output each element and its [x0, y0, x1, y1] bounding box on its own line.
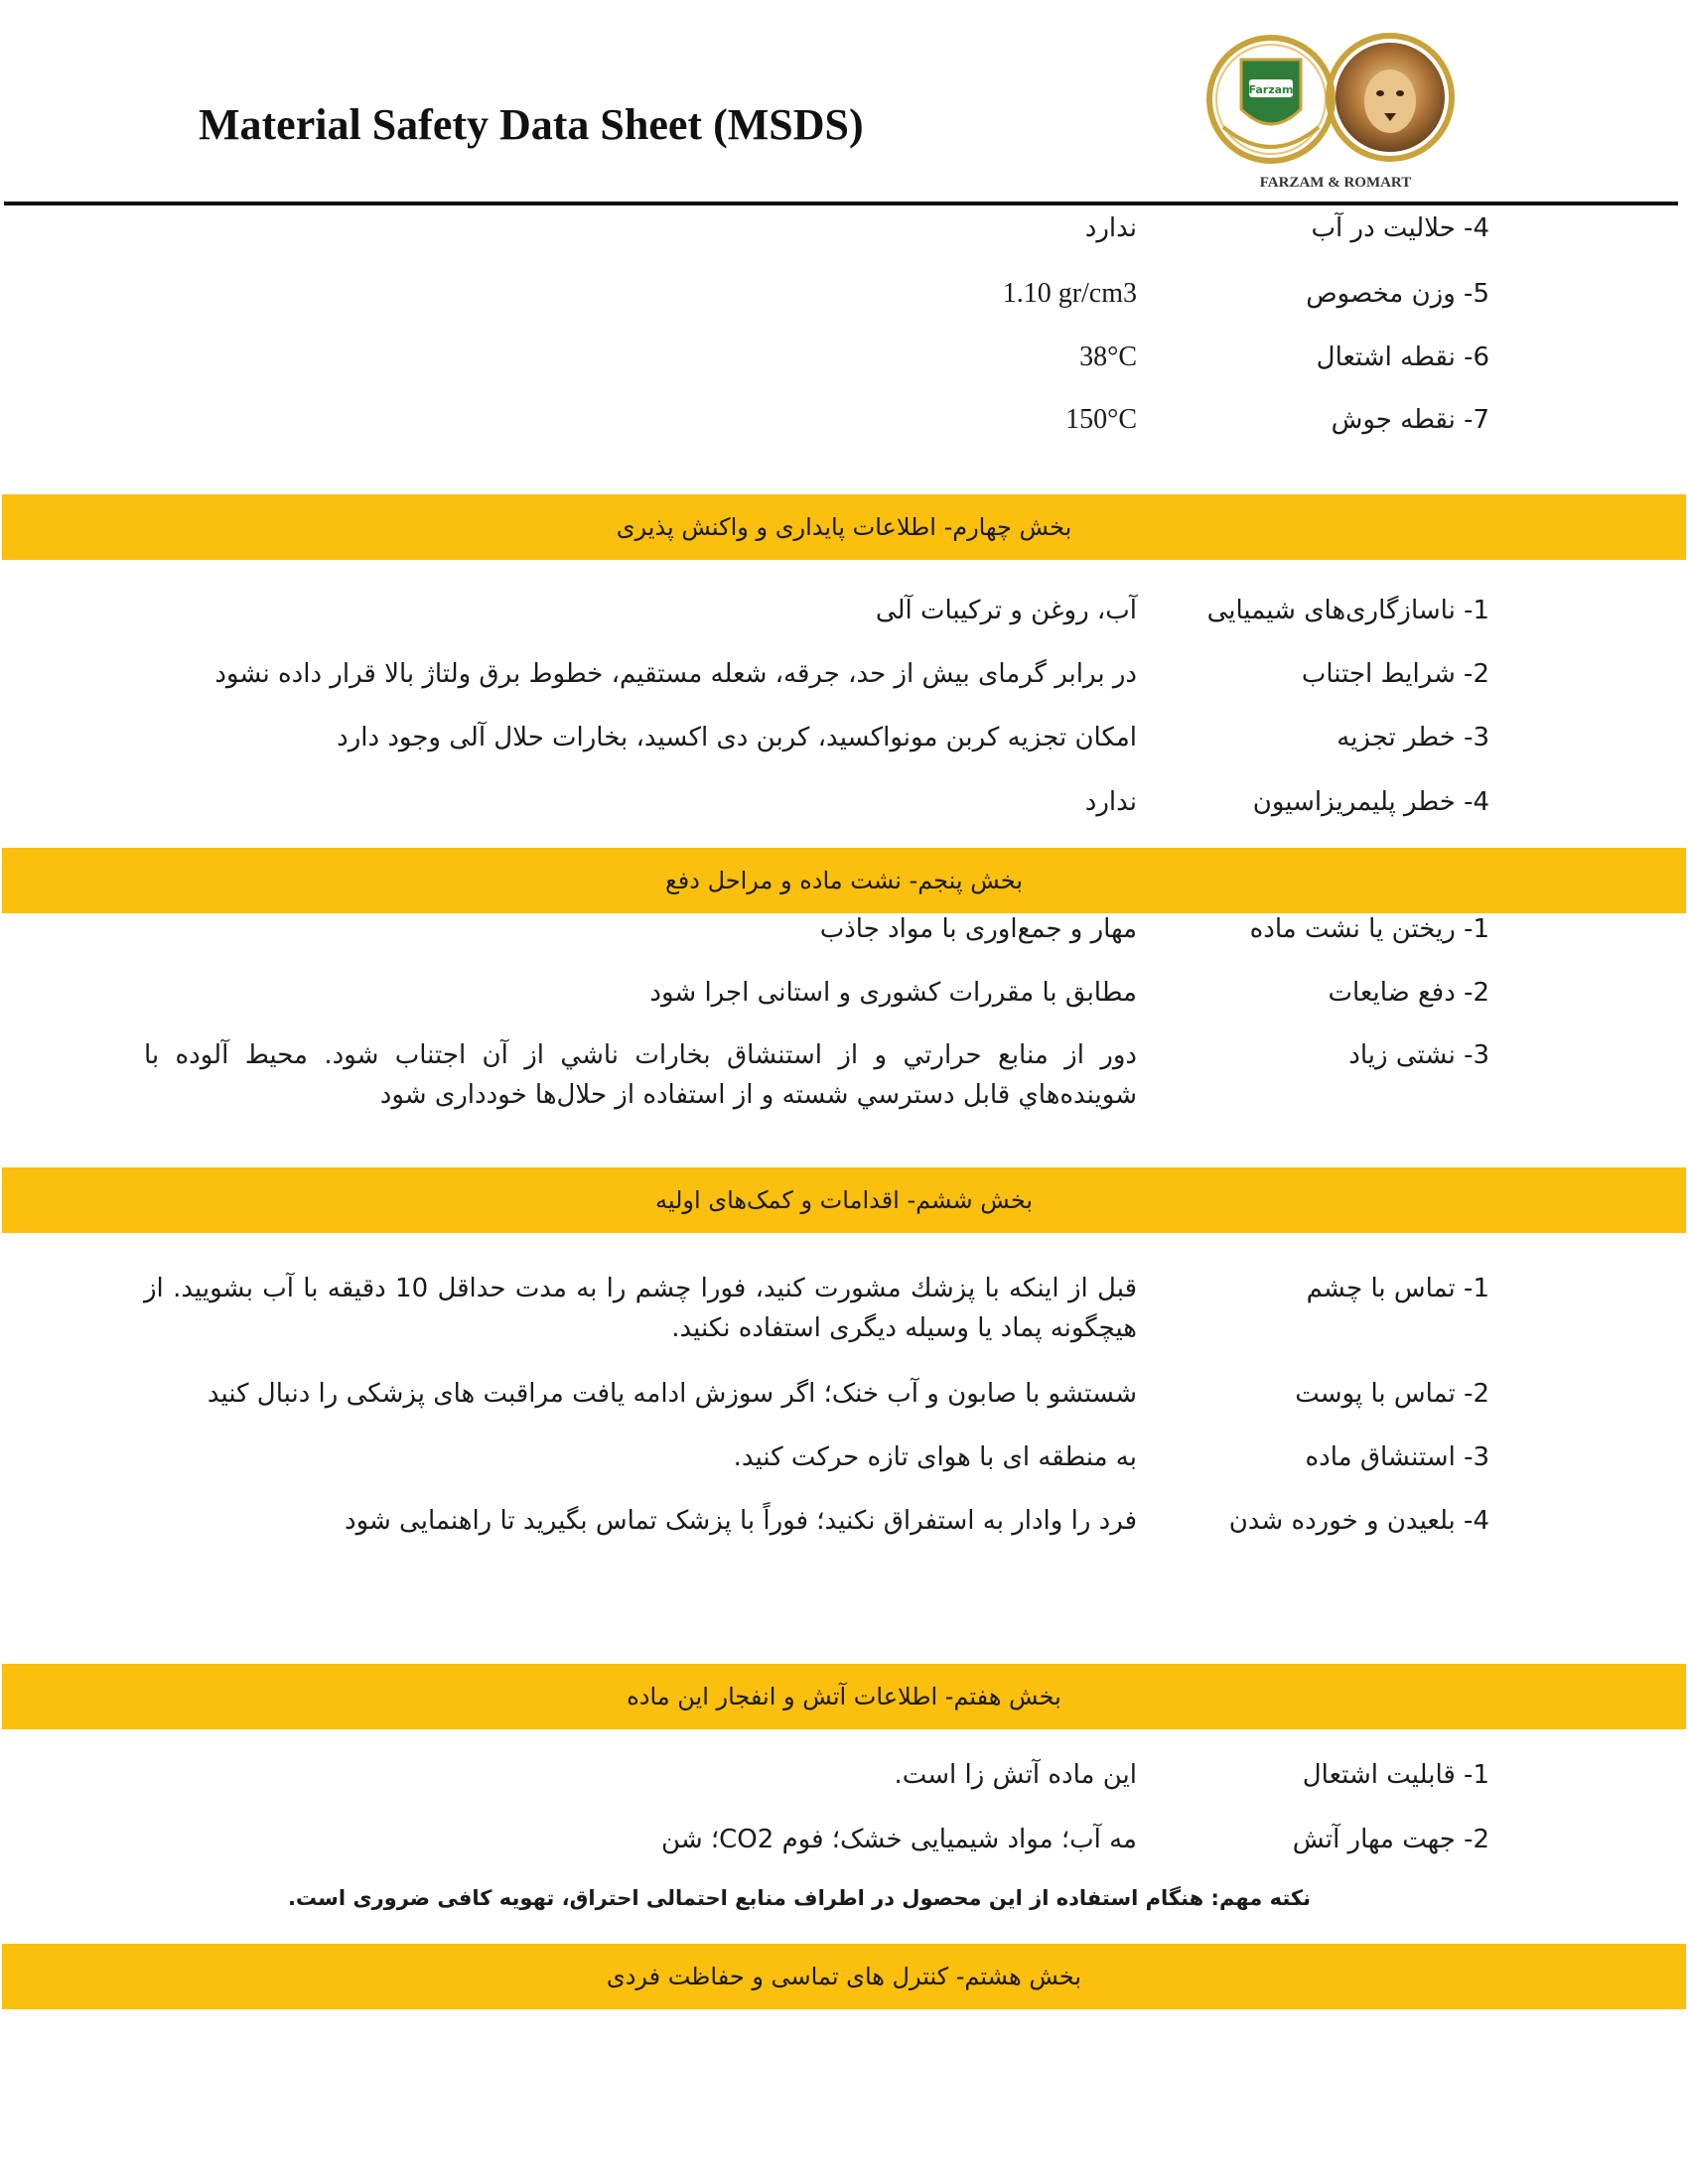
- property-row: [99, 400, 1489, 440]
- section-header-exposure: بخش هشتم- کنترل های تماسی و حفاظت فردی: [2, 1944, 1686, 2009]
- property-row: [99, 718, 1489, 757]
- property-value: 150°C: [1065, 404, 1137, 435]
- property-label: 7- نقطه جوش: [1331, 405, 1489, 435]
- header-divider: [4, 202, 1678, 205]
- property-row: [99, 1820, 1489, 1859]
- property-row: [99, 1269, 1489, 1352]
- property-value: در برابر گرمای بیش از حد، جرقه، شعله مستقیم، خطوط برق ولتاژ بالا قرار داده نشود: [214, 659, 1137, 689]
- property-label: 4- خطر پلیمریزاسیون: [1252, 787, 1489, 817]
- property-row: [99, 1035, 1489, 1119]
- property-label: 2- جهت مهار آتش: [1292, 1825, 1489, 1854]
- property-label: 3- استنشاق ماده: [1305, 1442, 1489, 1472]
- logo-caption: FARZAM & ROMART: [1259, 175, 1412, 191]
- property-label: 1- تماس با چشم: [1306, 1274, 1489, 1303]
- property-row: [99, 973, 1489, 1013]
- property-row: [99, 1374, 1489, 1414]
- property-label: 1- قابلیت اشتعال: [1302, 1760, 1489, 1790]
- property-label: 2- دفع ضایعات: [1328, 978, 1489, 1008]
- property-row: [99, 338, 1489, 377]
- property-row: [99, 1501, 1489, 1541]
- property-label: 4- حلالیت در آب: [1311, 213, 1489, 243]
- property-value: به منطقه ای با هوای تازه حرکت کنید.: [733, 1442, 1137, 1472]
- section-header-fire: بخش هفتم- اطلاعات آتش و انفجار این ماده: [2, 1664, 1686, 1729]
- property-row: [99, 909, 1489, 949]
- property-row: [99, 274, 1489, 314]
- property-value: دور از منابع حرارتي و از استنشاق بخارات ناشي از آن اجتناب شود. محیط آلوده با شوینده‌هاي قابل دسترسي شسته و از استفاده از حلال‌ها خودداری شود: [144, 1040, 1137, 1110]
- property-value: این ماده آتش زا است.: [894, 1760, 1137, 1790]
- property-label: 1- ناسازگاری‌های شیمیایی: [1206, 596, 1489, 625]
- document-title: Material Safety Data Sheet (MSDS): [199, 100, 864, 149]
- property-value: قبل از اینکه با پزشك مشورت کنید، فورا چشم را به مدت حداقل 10 دقیقه با آب بشویید. از هیچگونه پماد یا وسیله دیگری استفاده نکنید.: [144, 1274, 1137, 1343]
- property-value: مه آب؛ مواد شیمیایی خشک؛ فوم CO2؛ شن: [661, 1825, 1137, 1854]
- property-label: 5- وزن مخصوص: [1306, 279, 1489, 309]
- property-label: 1- ریختن یا نشت ماده: [1249, 914, 1489, 944]
- section-header-spill: بخش پنجم- نشت ماده و مراحل دفع: [2, 848, 1686, 913]
- property-value: مهار و جمع‌اوری با مواد جاذب: [819, 914, 1137, 944]
- company-logo: [1201, 18, 1470, 197]
- property-value: 1.10 gr/cm3: [1002, 278, 1137, 309]
- property-row: [99, 654, 1489, 694]
- property-value: 38°C: [1079, 341, 1137, 372]
- property-row: [99, 1755, 1489, 1795]
- property-value: مطابق با مقررات کشوری و استانی اجرا شود: [649, 978, 1137, 1008]
- property-value: شستشو با صابون و آب خنک؛ اگر سوزش ادامه یافت مراقبت های پزشکی را دنبال کنید: [207, 1379, 1137, 1409]
- property-row: [99, 782, 1489, 822]
- property-label: 2- شرایط اجتناب: [1301, 659, 1489, 689]
- property-value: امکان تجزیه کربن مونواکسید، کربن دی اکسید، بخارات حلال آلی وجود دارد: [337, 723, 1137, 752]
- important-note: نکته مهم: هنگام استفاده از این محصول در اطراف منابع احتمالی احتراق، تهویه کافی ضروری است.: [287, 1886, 1311, 1910]
- section-header-stability: بخش چهارم- اطلاعات پایداری و واکنش پذیری: [2, 494, 1686, 560]
- property-value: ندارد: [1084, 787, 1137, 817]
- property-label: 3- نشتی زیاد: [1348, 1040, 1489, 1070]
- property-label: 3- خطر تجزیه: [1336, 723, 1489, 752]
- property-label: 4- بلعیدن و خورده شدن: [1228, 1506, 1489, 1536]
- property-value: ندارد: [1084, 213, 1137, 243]
- property-label: 2- تماس با پوست: [1295, 1379, 1489, 1409]
- property-row: [99, 208, 1489, 248]
- property-value: فرد را وادار به استفراق نکنید؛ فوراً با پزشک تماس بگیرید تا راهنمایی شود: [344, 1506, 1137, 1536]
- property-value: آب، روغن و ترکیبات آلی: [875, 596, 1137, 625]
- svg-text:Farzam: Farzam: [1248, 83, 1294, 96]
- property-row: [99, 1437, 1489, 1477]
- section-header-first-aid: بخش ششم- اقدامات و کمک‌های اولیه: [2, 1167, 1686, 1233]
- property-label: 6- نقطه اشتعال: [1316, 342, 1489, 372]
- property-row: [99, 591, 1489, 630]
